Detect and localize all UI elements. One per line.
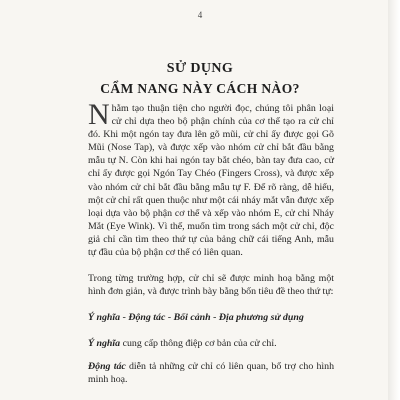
chapter-title-line-1: SỬ DỤNG xyxy=(166,61,234,76)
paragraph-spacer xyxy=(88,298,334,311)
page-binding-edge xyxy=(388,0,400,400)
page-number: 4 xyxy=(197,10,203,20)
paragraph-spacer xyxy=(88,324,334,337)
term-meaning: Ý nghĩa xyxy=(88,338,121,350)
chapter-title-line-2: CẨM NANG NÀY CÁCH NÀO? xyxy=(100,81,300,96)
paragraph-intro xyxy=(88,98,334,259)
drop-cap: N xyxy=(88,98,110,131)
paragraph-meaning-text: cung cấp thông điệp cơ bản của cử chỉ. xyxy=(120,338,277,350)
paragraph-action-text: diễn tả những cử chỉ có liên quan, bổ trợ cho hình minh hoạ. xyxy=(88,360,335,385)
paragraph-meaning xyxy=(88,337,334,350)
section-headings-list: Ý nghĩa - Động tác - Bối cảnh - Địa phương sử dụng xyxy=(88,312,304,324)
body-text xyxy=(88,98,335,386)
paragraph-spacer xyxy=(88,259,334,272)
paragraph-spacer xyxy=(88,351,334,360)
paragraph-intro-text: hằm tạo thuận tiện cho người đọc, chúng tôi phân loại cử chỉ dựa theo bộ phận chính của cơ thể tạo ra cử chỉ đó. Khi một ngón tay đưa lên gõ mũi, cử chỉ ấy được gọi Gõ Mũi (Nose Tap), và được xếp vào nhóm cử chỉ bắt đầu bằng mẫu tự N. Còn khi hai ngón tay bắt chéo, bàn tay đưa cao, cử chỉ ấy được gọi Ngón Tay Chéo (Fingers Cross), và được xếp vào nhóm cử chỉ bắt đầu bằng mẫu tự F. Để rõ ràng, dễ hiểu, một cử chỉ rất quen thuộc như một cái nháy mắt vẫn được xếp loại dựa vào bộ phận cơ thể và xếp vào nhóm E, cử chỉ Nháy Mắt (Eye Wink). Vì thế, muốn tìm trong sách một cử chỉ, độc giả chỉ cần tìm theo thứ tự của bảng chữ cái tiếng Anh, mẫu tự đầu của bộ phận cơ thể có liên quan. xyxy=(88,103,334,259)
paragraph-illustration: Trong từng trường hợp, cử chỉ sẽ được minh hoạ bằng một hình đơn giản, và được trình bày bằng bốn tiêu đề theo thứ tự: xyxy=(88,273,334,298)
term-action: Động tác xyxy=(88,360,126,372)
paragraph-action xyxy=(88,360,334,386)
chapter-title xyxy=(60,60,340,98)
